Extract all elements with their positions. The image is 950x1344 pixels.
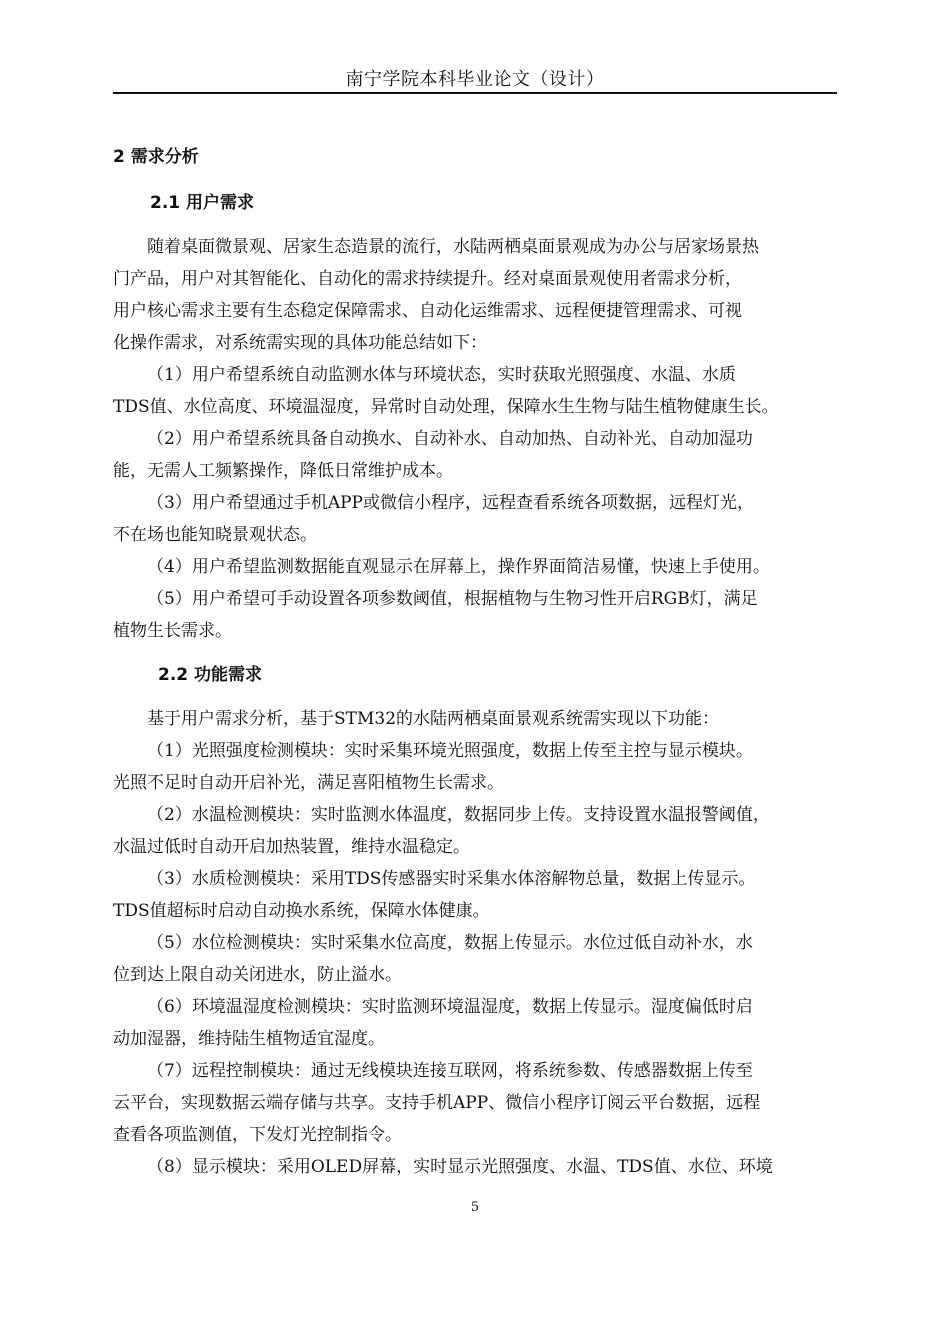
paragraph-line: 基于用户需求分析，基于STM32的水陆两栖桌面景观系统需实现以下功能：: [147, 709, 720, 729]
subsection-heading-functional-needs: 2.2 功能需求: [158, 665, 263, 685]
paragraph-line: （3）水质检测模块：采用TDS传感器实时采集水体溶解物总量，数据上传显示。: [147, 869, 756, 889]
header-title: 南宁学院本科毕业论文（设计）: [345, 69, 605, 90]
paragraph: [113, 359, 839, 423]
paragraph-line: 云平台，实现数据云端存储与共享。支持手机APP、微信小程序订阅云平台数据，远程: [113, 1093, 761, 1113]
paragraph: [113, 1055, 839, 1151]
paragraph-line: 动加湿器，维持陆生植物适宜湿度。: [113, 1029, 385, 1049]
paragraph: [113, 487, 839, 551]
paragraph: [113, 863, 839, 927]
paragraph-line: （3）用户希望通过手机APP或微信小程序，远程查看系统各项数据，远程灯光，: [147, 493, 754, 513]
subsection-heading-user-needs: 2.1 用户需求: [150, 193, 255, 213]
paragraph-line: （7）远程控制模块：通过无线模块连接互联网，将系统参数、传感器数据上传至: [147, 1061, 753, 1081]
paragraph-line: （5）用户希望可手动设置各项参数阈值，根据植物与生物习性开启RGB灯，满足: [147, 589, 758, 609]
paragraph: [113, 231, 839, 359]
section-heading: 2 需求分析: [113, 147, 199, 167]
paragraph-line: 植物生长需求。: [113, 621, 232, 641]
paragraph-line: （1）用户希望系统自动监测水体与环境状态，实时获取光照强度、水温、水质: [147, 365, 736, 385]
paragraph-line: （2）水温检测模块：实时监测水体温度，数据同步上传。支持设置水温报警阈值，: [147, 805, 770, 825]
paragraph: [113, 991, 839, 1055]
paragraph: [113, 551, 839, 583]
paragraph: [113, 583, 839, 647]
paragraph-line: （8）显示模块：采用OLED屏幕，实时显示光照强度、水温、TDS值、水位、环境: [147, 1157, 773, 1177]
page-number: 5: [470, 1200, 480, 1215]
paragraph-line: （5）水位检测模块：实时采集水位高度，数据上传显示。水位过低自动补水，水: [147, 933, 753, 953]
paragraph-line: （1）光照强度检测模块：实时采集环境光照强度，数据上传至主控与显示模块。: [147, 741, 753, 761]
paragraph-line: 水温过低时自动开启加热装置，维持水温稳定。: [113, 837, 470, 857]
paragraph-line: TDS值、水位高度、环境温湿度，异常时自动处理，保障水生生物与陆生植物健康生长。: [113, 397, 779, 417]
paragraph-line: 用户核心需求主要有生态稳定保障需求、自动化运维需求、远程便捷管理需求、可视: [113, 301, 742, 321]
paragraph-line: 光照不足时自动开启补光，满足喜阳植物生长需求。: [113, 773, 504, 793]
paragraph: [113, 703, 839, 735]
paragraph-line: （2）用户希望系统具备自动换水、自动补水、自动加热、自动补光、自动加湿功: [147, 429, 753, 449]
paragraph-line: 位到达上限自动关闭进水，防止溢水。: [113, 965, 402, 985]
paragraph-line: TDS值超标时启动自动换水系统，保障水体健康。: [113, 901, 490, 921]
paragraph-line: （6）环境温湿度检测模块：实时监测环境温湿度，数据上传显示。湿度偏低时启: [147, 997, 753, 1017]
paragraph: [113, 799, 839, 863]
paragraph-line: 查看各项监测值，下发灯光控制指令。: [113, 1125, 402, 1145]
paragraph-line: 随着桌面微景观、居家生态造景的流行，水陆两栖桌面景观成为办公与居家场景热: [147, 237, 759, 257]
paragraph-line: 不在场也能知晓景观状态。: [113, 525, 317, 545]
paragraph-line: 能，无需人工频繁操作，降低日常维护成本。: [113, 461, 453, 481]
paragraph: [113, 1151, 839, 1183]
paragraph-line: （4）用户希望监测数据能直观显示在屏幕上，操作界面简洁易懂，快速上手使用。: [147, 557, 770, 577]
paragraph: [113, 927, 839, 991]
paragraph: [113, 423, 839, 487]
paragraph: [113, 735, 839, 799]
paragraph-line: 化操作需求，对系统需实现的具体功能总结如下：: [113, 333, 487, 353]
header-rule: [113, 92, 837, 94]
paragraph-line: 门产品，用户对其智能化、自动化的需求持续提升。经对桌面景观使用者需求分析，: [113, 269, 742, 289]
